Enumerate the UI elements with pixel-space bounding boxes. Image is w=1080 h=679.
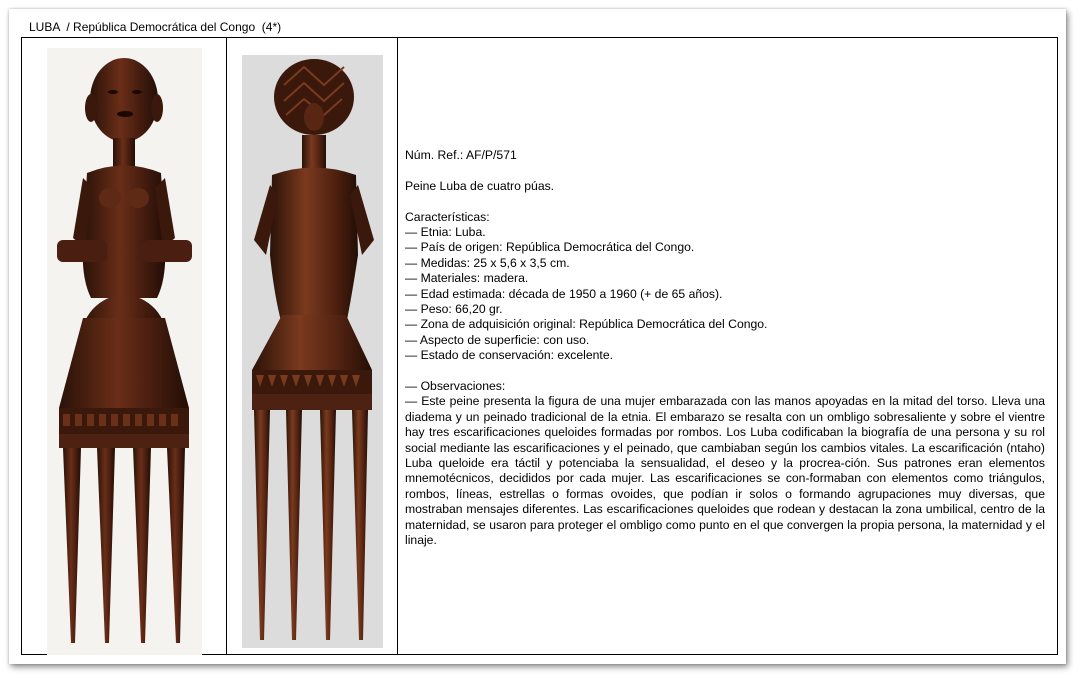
carved-band-back: [252, 370, 372, 394]
characteristic-surface: — Aspecto de superficie: con uso.: [405, 332, 590, 347]
comb-back-photo: [242, 55, 383, 648]
comb-back-illustration: [242, 55, 383, 648]
front-photo-cell: [22, 38, 227, 654]
tine-back-1: [254, 410, 270, 640]
catalog-table: [21, 37, 1058, 655]
characteristic-ethnicity: — Etnia: Luba.: [405, 225, 486, 239]
tine-1: [63, 448, 81, 643]
observations-text: — Este peine presenta la figura de una mujer embarazada con las manos apoyadas en la mitad del torso. Lleva una diadema y un peinado tradicional de la etnia. El embarazo se resalta con un ombligo sobresaliente y sobre el vientre hay tres escarificaciones queloides formadas por rombos. Los Luba codificaban la biografía de una persona y su rol social mediante las escarificaciones y el peinado, que cambiaban según los cambios vitales. La escarificación (ntaho) Luba queloide era táctil y potenciaba la sensualidad, el deseo y la procrea-ción. Sus patrones eran elementos mnemotécnicos, decididos por cada mujer. Las escarificaciones se con-formaban con elementos como triángulos, rombos, líneas, estrellas o formas ovoides, que podían ir solos o formando agrupaciones muy diversas, que mostraban mensajes diferentes. Las escarificaciones queloides que rodean y destacan la zona umbilical, centro de la maternidad, se usaron para proteger el ombligo como punto en el que convergen la propia persona, la maternidad y el linaje.: [405, 394, 1045, 548]
back-photo-cell: [227, 38, 398, 654]
comb-front-photo: [47, 48, 202, 655]
tine-back-3: [320, 410, 336, 640]
document-page: [9, 9, 1066, 664]
characteristic-age: — Edad estimada: década de 1950 a 1960 (+ de 65 años).: [405, 286, 723, 301]
description-cell: [398, 38, 1057, 654]
tine-4: [167, 448, 185, 643]
characteristic-condition: — Estado de conservación: excelente.: [405, 348, 613, 363]
tine-back-2: [286, 410, 302, 640]
figure-back: [270, 168, 358, 326]
characteristic-materials: — Materiales: madera.: [405, 271, 529, 286]
tine-2: [97, 448, 115, 643]
figure-head: [90, 58, 158, 142]
characteristic-acquisition-zone: — Zona de adquisición original: República Democrática del Congo.: [405, 317, 768, 332]
document-title: LUBA / República Democrática del Congo (4*): [29, 20, 282, 34]
description-text: [405, 148, 1045, 549]
figure-torso: [83, 166, 166, 299]
comb-front-illustration: [47, 48, 202, 655]
tine-back-4: [352, 410, 368, 640]
item-summary: Peine Luba de cuatro púas.: [405, 178, 555, 193]
tine-3: [133, 448, 151, 643]
characteristic-origin: — País de origen: República Democrática del Congo.: [405, 240, 695, 255]
characteristic-measurements: — Medidas: 25 x 5,6 x 3,5 cm.: [405, 255, 570, 270]
reference-number: Núm. Ref.: AF/P/571: [405, 148, 517, 162]
characteristic-weight: — Peso: 66,20 gr.: [405, 302, 503, 317]
characteristics-heading: Características:: [405, 209, 490, 224]
observations-heading: — Observaciones:: [405, 379, 506, 394]
